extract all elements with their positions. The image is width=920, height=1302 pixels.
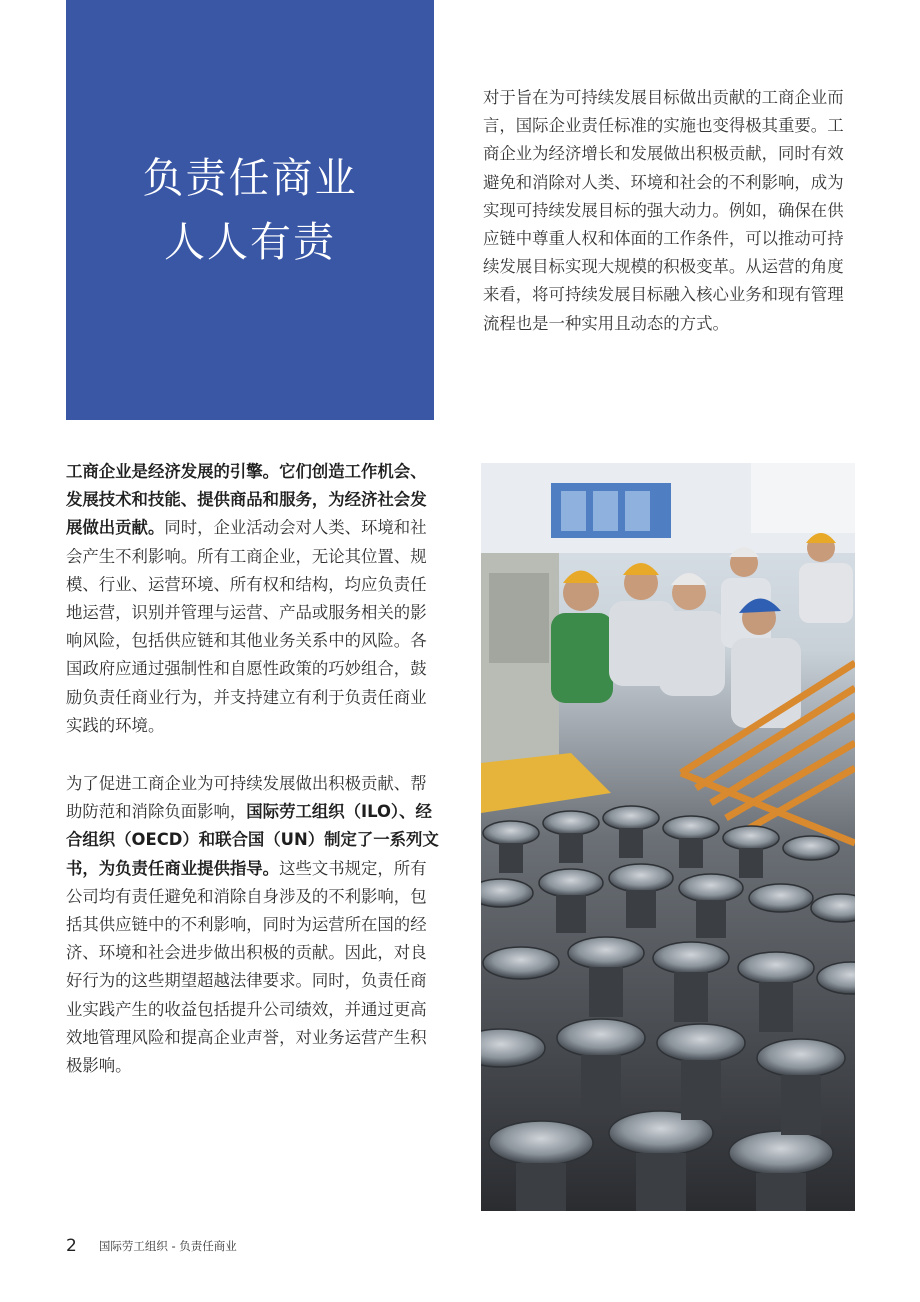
body-paragraph-1 (66, 458, 440, 740)
page-footer (66, 1232, 237, 1260)
body-paragraph-2 (66, 770, 440, 1080)
factory-photo-illustration (481, 463, 855, 1211)
body-paragraph-1-bold: 工商企业是经济发展的引擎。它们创造工作机会、发展技术和技能、提供商品和服务，为经济社会发展做出贡献。 (66, 462, 427, 538)
body-paragraph-2-text-b: 这些文书规定，所有公司均有责任避免和消除自身涉及的不利影响，包括其供应链中的不利影响，同时为运营所在国的经济、环境和社会进步做出积极的贡献。因此，对良好行为的这些期望超越法律要求。同时，负责任商业实践产生的收益包括提升公司绩效，并通过更高效地管理风险和提高企业声誉，对业务运营产生积极影响。 (66, 858, 427, 1076)
body-paragraph-2-bold: 国际劳工组织（ILO）、经合组织（OECD）和联合国（UN）制定了一系列文书，为负责任商业提供指导。 (66, 802, 439, 878)
body-paragraph-2-text-a: 为了促进工商企业为可持续发展做出积极贡献、帮助防范和消除负面影响， (66, 774, 427, 822)
body-column (66, 458, 440, 1110)
body-paragraph-1-text: 同时，企业活动会对人类、环境和社会产生不利影响。所有工商企业，无论其位置、规模、行业、运营环境、所有权和结构，均应负责任地运营，识别并管理与运营、产品或服务相关的影响风险，包括供应链和其他业务关系中的风险。各国政府应通过强制性和自愿性政策的巧妙组合，鼓励负责任商业行为，并支持建立有利于负责任商业实践的环境。 (66, 518, 427, 735)
factory-photo (481, 463, 855, 1211)
page-number: 2 (66, 1236, 77, 1256)
intro-paragraph: 对于旨在为可持续发展目标做出贡献的工商企业而言，国际企业责任标准的实施也变得极其重要。工商企业为经济增长和发展做出积极贡献，同时有效避免和消除对人类、环境和社会的不利影响，成为实现可持续发展目标的强大动力。例如，确保在供应链中尊重人权和体面的工作条件，可以推动可持续发展目标实现大规模的积极变革。从运营的角度来看，将可持续发展目标融入核心业务和现有管理流程也是一种实用且动态的方式。 (483, 88, 844, 333)
title-block (66, 0, 434, 420)
footer-title: 国际劳工组织 - 负责任商业 (98, 1239, 237, 1253)
title-line-1: 负责任商业 (142, 154, 358, 202)
title-line-2: 人人有责 (164, 218, 336, 266)
